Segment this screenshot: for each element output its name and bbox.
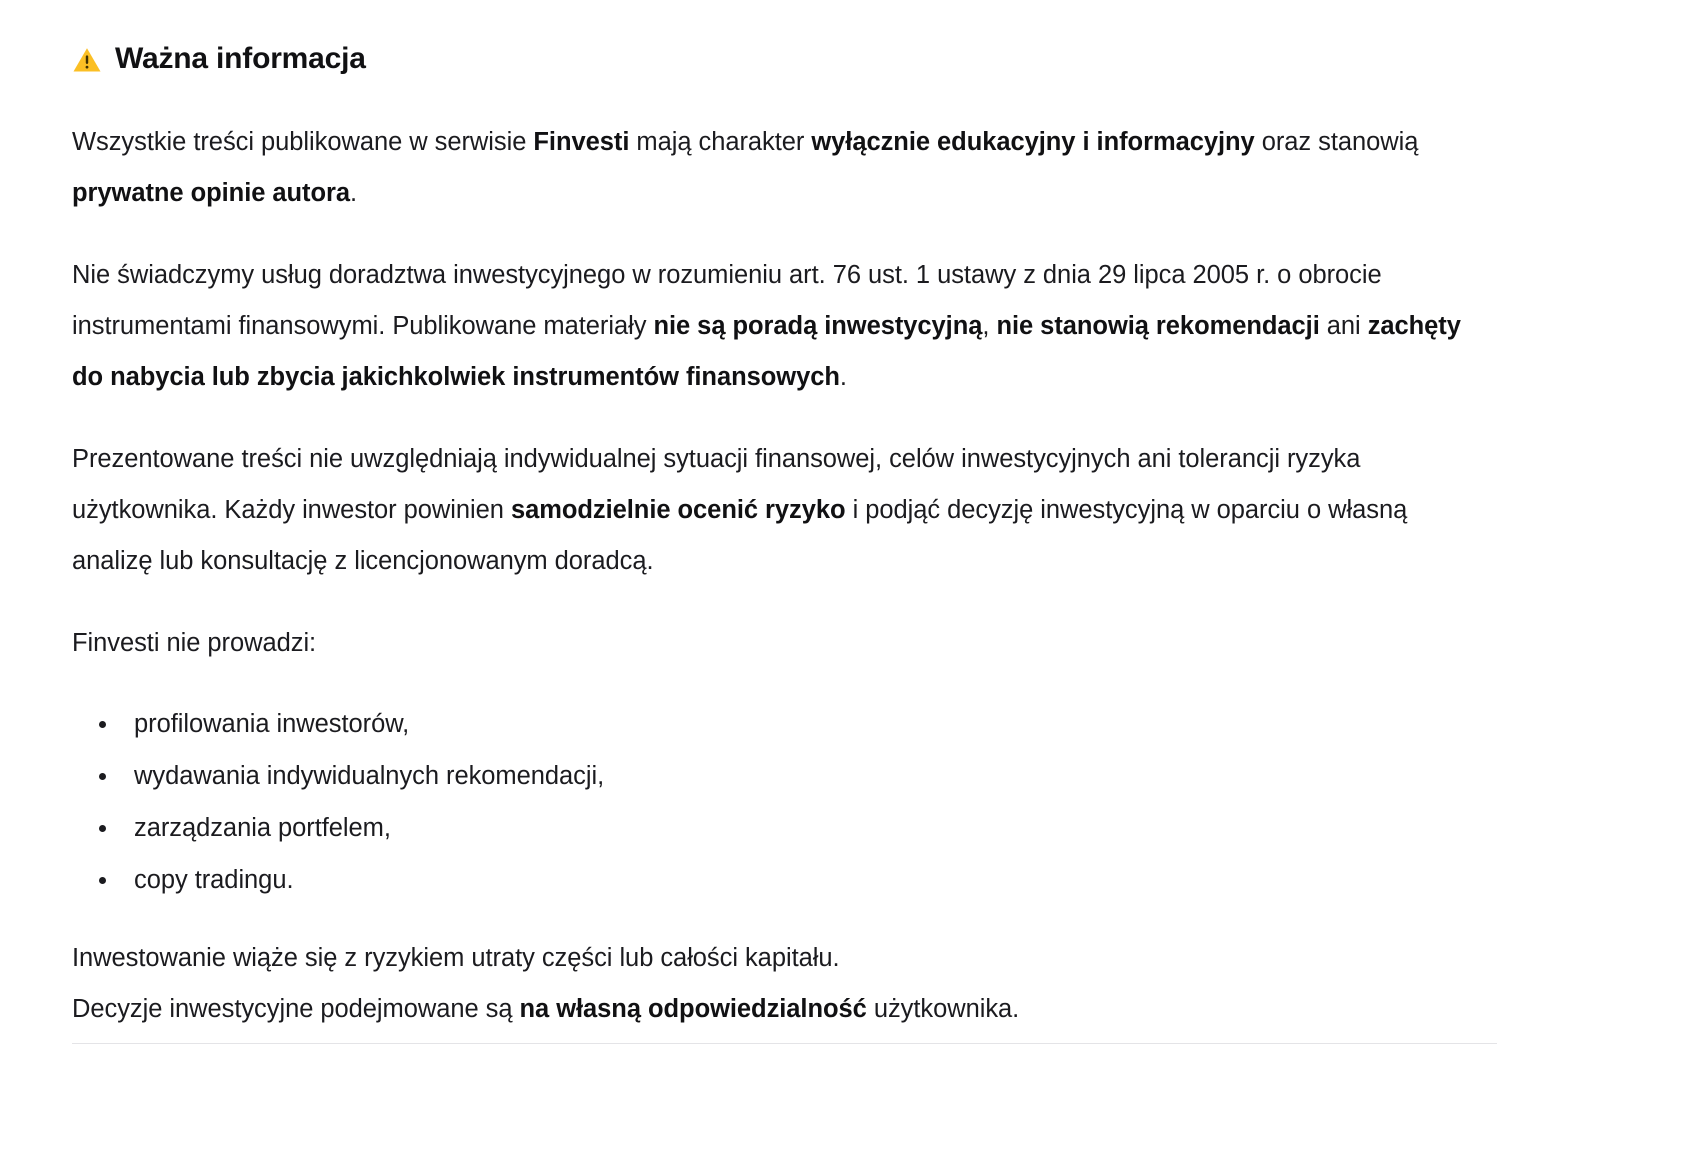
list-item: [72, 802, 1492, 854]
list-item: [72, 750, 1492, 802]
paragraph-risk-profile: Prezentowane treści nie uwzględniają indywidualnej sytuacji finansowej, celów inwestycyjnych ani tolerancji ryzyka użytkownika. Każdy inwestor powinien samodzielnie ocenić ryzyko i podjąć decyzję inwestycyjną w oparciu o własną analizę lub konsultację z licencjonowanym doradcą.: [72, 445, 1408, 575]
list-item: [72, 854, 1492, 906]
closing-line-responsibility: Decyzje inwestycyjne podejmowane są na własną odpowiedzialność użytkownika.: [72, 995, 1020, 1023]
disclaimer-content: [72, 0, 1492, 1035]
list-item-label: zarządzania portfelem,: [134, 814, 391, 842]
paragraph-legal: Nie świadczymy usług doradztwa inwestycyjnego w rozumieniu art. 76 ust. 1 ustawy z dnia 29 lipca 2005 r. o obrocie instrumentami finansowymi. Publikowane materiały nie są poradą inwestycyjną, nie stanowią rekomendacji ani zachęty do nabycia lub zbycia jakichkolwiek instrumentów finansowych.: [72, 261, 1461, 391]
bullet-icon: [99, 721, 106, 728]
list-item-label: profilowania inwestorów,: [134, 710, 410, 738]
page-title: [72, 0, 1492, 78]
section-divider: [72, 1043, 1497, 1044]
bullet-icon: [99, 877, 106, 884]
list-item-label: wydawania indywidualnych rekomendacji,: [134, 762, 605, 790]
excluded-services-list: [72, 669, 1492, 906]
paragraph-intro: Wszystkie treści publikowane w serwisie Finvesti mają charakter wyłącznie edukacyjny i informacyjny oraz stanowią prywatne opinie autora.: [72, 128, 1419, 207]
bullet-icon: [99, 825, 106, 832]
warning-triangle-icon: [72, 45, 102, 75]
paragraph-list-intro: Finvesti nie prowadzi:: [72, 629, 317, 657]
list-item: [72, 698, 1492, 750]
closing-line-risk: Inwestowanie wiąże się z ryzykiem utraty części lub całości kapitału.: [72, 944, 840, 972]
page-title-text: Ważna informacja: [115, 42, 366, 75]
closing-block: [72, 906, 1492, 1035]
bullet-icon: [99, 773, 106, 780]
list-item-label: copy tradingu.: [134, 866, 294, 894]
